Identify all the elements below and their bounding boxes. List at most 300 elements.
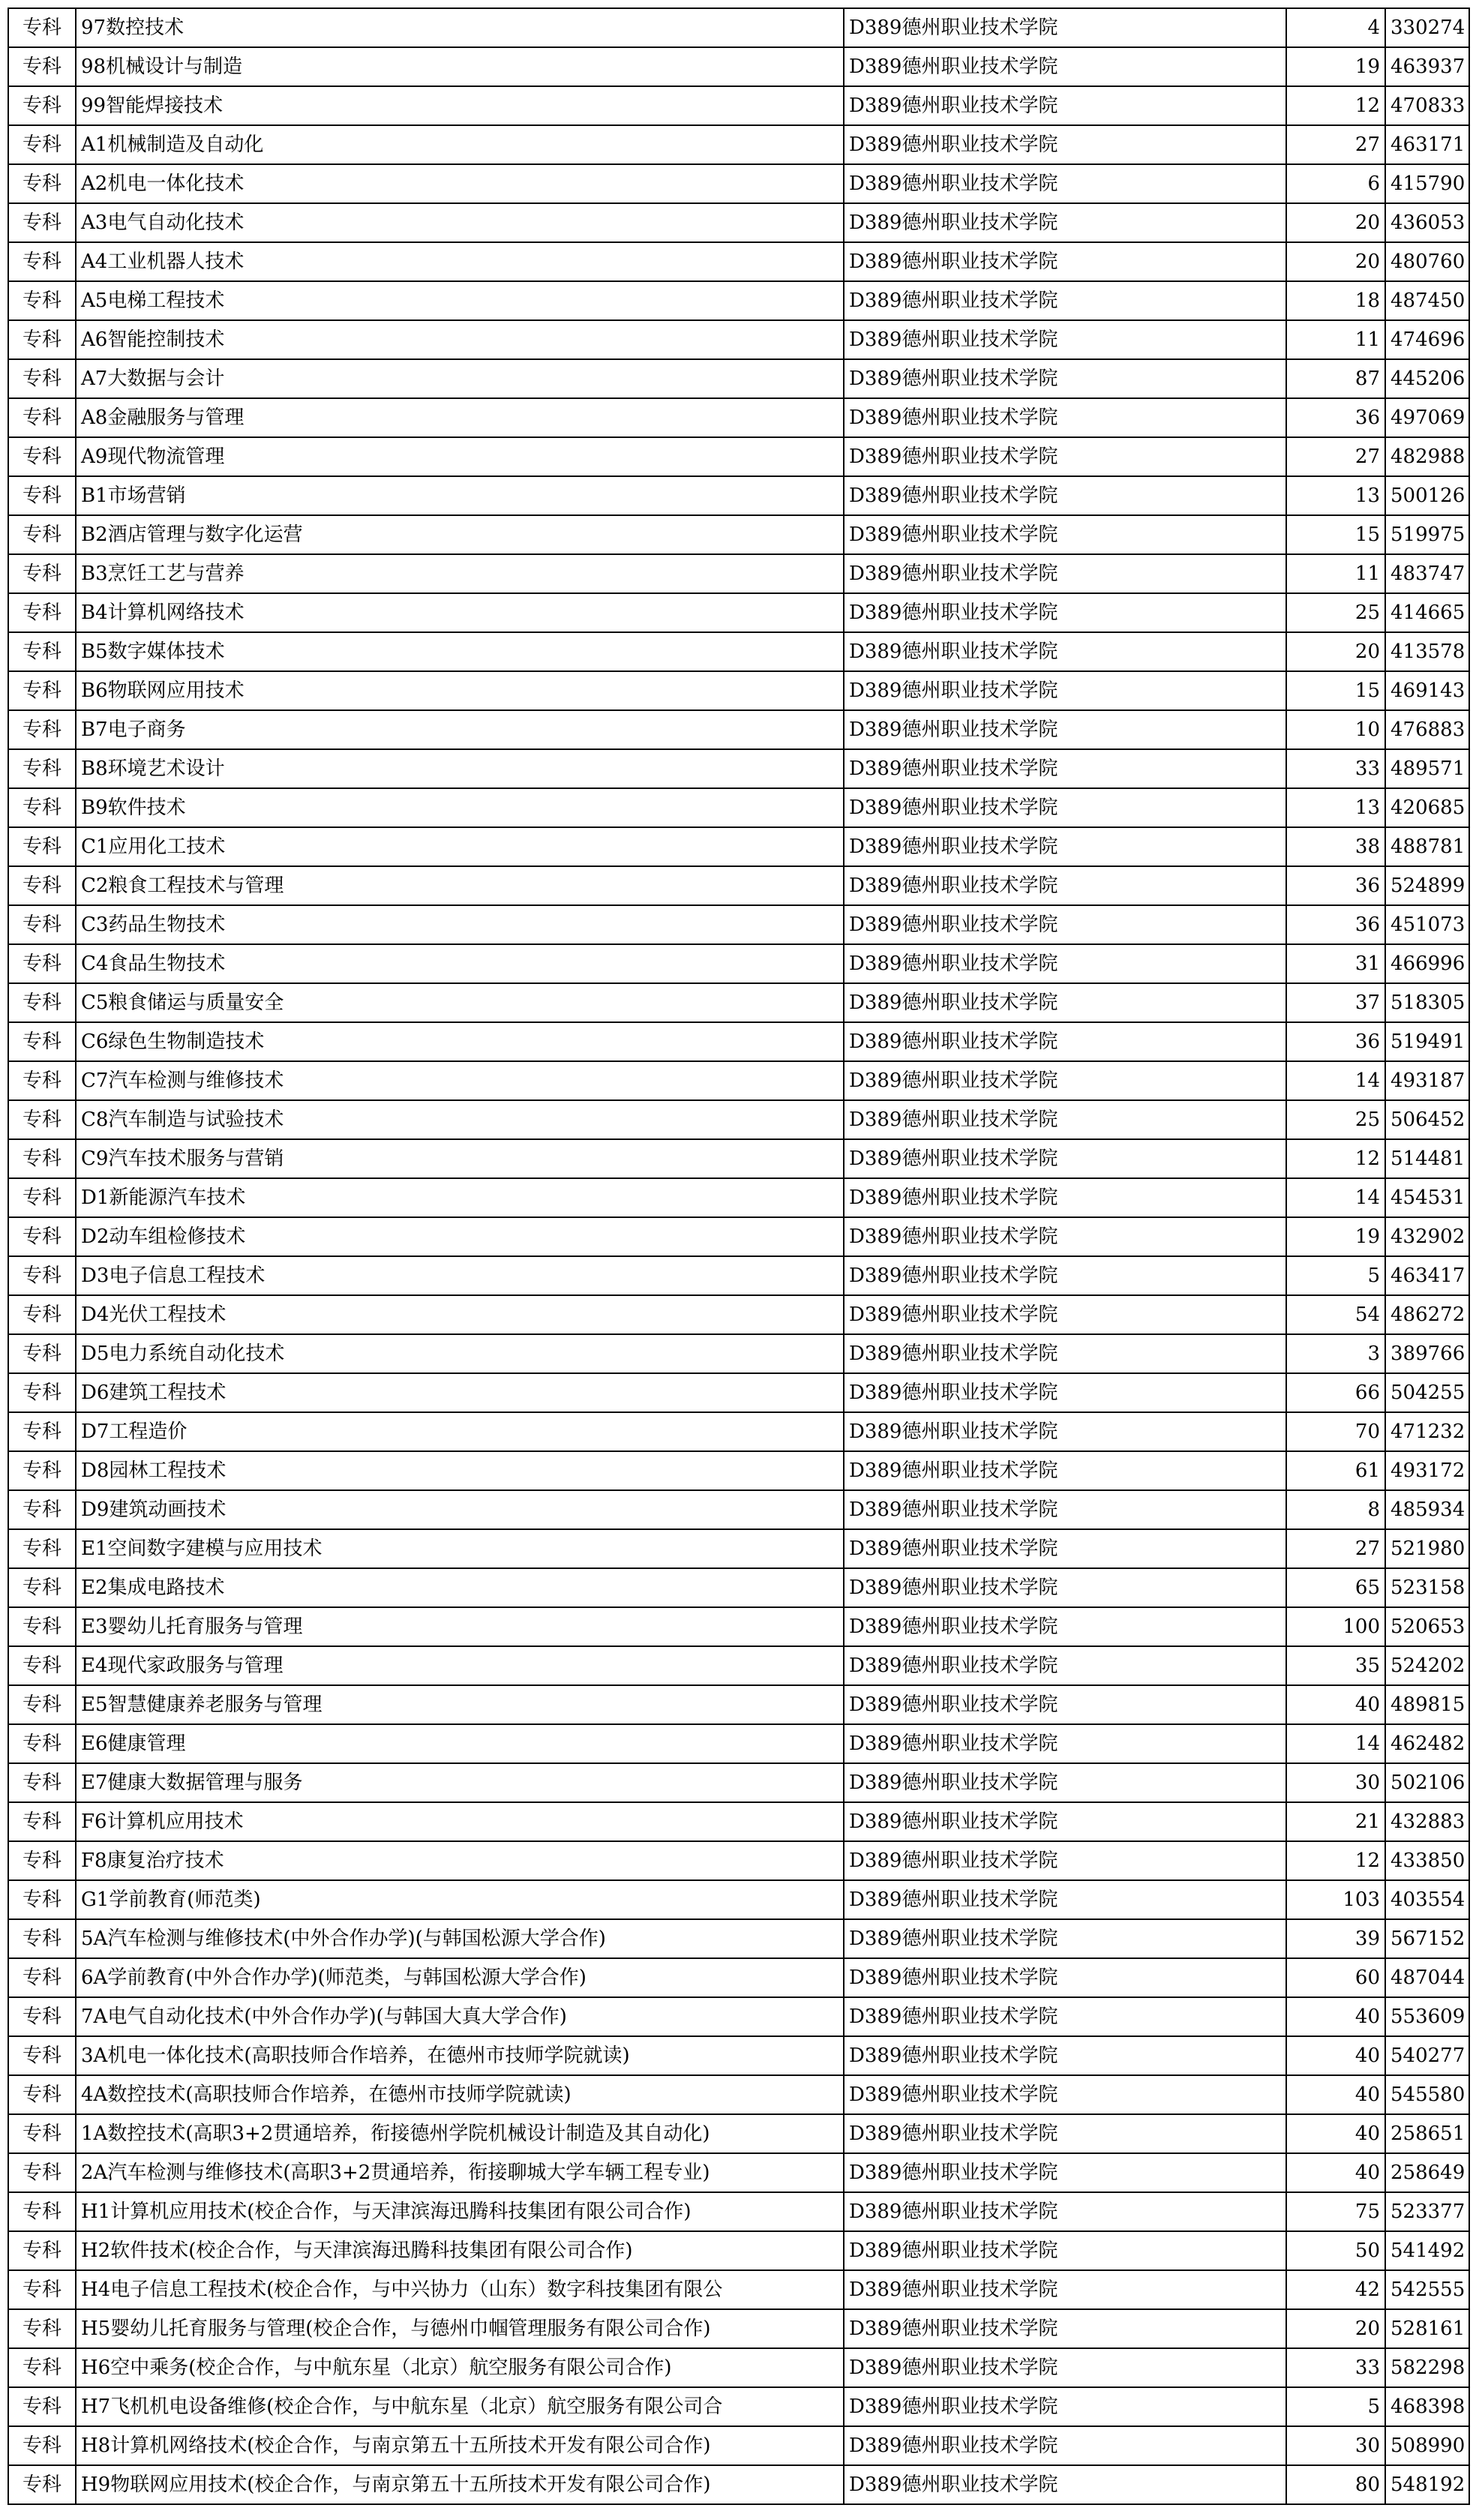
rank-cell: 540277 [1385, 2036, 1469, 2075]
level-cell: 专科 [8, 1880, 76, 1919]
rank-cell: 489815 [1385, 1685, 1469, 1724]
major-cell: C3药品生物技术 [76, 905, 844, 944]
major-cell: A2机电一体化技术 [76, 164, 844, 203]
school-cell: D389德州职业技术学院 [844, 1295, 1286, 1334]
level-cell: 专科 [8, 2270, 76, 2309]
rank-cell: 485934 [1385, 1490, 1469, 1529]
rank-cell: 489571 [1385, 749, 1469, 788]
level-cell: 专科 [8, 398, 76, 437]
major-cell: A7大数据与会计 [76, 359, 844, 398]
level-cell: 专科 [8, 359, 76, 398]
plan-count-cell: 39 [1286, 1919, 1385, 1958]
level-cell: 专科 [8, 320, 76, 359]
plan-count-cell: 14 [1286, 1178, 1385, 1217]
rank-cell: 502106 [1385, 1763, 1469, 1802]
table-row [8, 2309, 1469, 2348]
school-cell: D389德州职业技术学院 [844, 2153, 1286, 2192]
rank-cell: 330274 [1385, 8, 1469, 47]
school-cell: D389德州职业技术学院 [844, 2114, 1286, 2153]
school-cell: D389德州职业技术学院 [844, 2036, 1286, 2075]
plan-count-cell: 40 [1286, 1997, 1385, 2036]
table-row [8, 86, 1469, 125]
school-cell: D389德州职业技术学院 [844, 1919, 1286, 1958]
rank-cell: 471232 [1385, 1412, 1469, 1451]
school-cell: D389德州职业技术学院 [844, 1178, 1286, 1217]
level-cell: 专科 [8, 554, 76, 593]
major-cell: H6空中乘务(校企合作，与中航东星（北京）航空服务有限公司合作) [76, 2348, 844, 2387]
level-cell: 专科 [8, 2348, 76, 2387]
rank-cell: 524202 [1385, 1646, 1469, 1685]
plan-count-cell: 20 [1286, 203, 1385, 242]
school-cell: D389德州职业技术学院 [844, 1139, 1286, 1178]
plan-count-cell: 103 [1286, 1880, 1385, 1919]
plan-count-cell: 40 [1286, 2153, 1385, 2192]
school-cell: D389德州职业技术学院 [844, 1997, 1286, 2036]
rank-cell: 414665 [1385, 593, 1469, 632]
major-cell: 7A电气自动化技术(中外合作办学)(与韩国大真大学合作) [76, 1997, 844, 2036]
table-row [8, 320, 1469, 359]
rank-cell: 433850 [1385, 1841, 1469, 1880]
major-cell: H1计算机应用技术(校企合作，与天津滨海迅腾科技集团有限公司合作) [76, 2192, 844, 2231]
rank-cell: 413578 [1385, 632, 1469, 671]
school-cell: D389德州职业技术学院 [844, 2309, 1286, 2348]
major-cell: D7工程造价 [76, 1412, 844, 1451]
major-cell: C4食品生物技术 [76, 944, 844, 983]
table-row [8, 1607, 1469, 1646]
rank-cell: 523377 [1385, 2192, 1469, 2231]
major-cell: F8康复治疗技术 [76, 1841, 844, 1880]
rank-cell: 524899 [1385, 866, 1469, 905]
table-row [8, 2270, 1469, 2309]
school-cell: D389德州职业技术学院 [844, 1022, 1286, 1061]
table-row [8, 1568, 1469, 1607]
level-cell: 专科 [8, 944, 76, 983]
major-cell: E4现代家政服务与管理 [76, 1646, 844, 1685]
school-cell: D389德州职业技术学院 [844, 944, 1286, 983]
rank-cell: 436053 [1385, 203, 1469, 242]
plan-count-cell: 13 [1286, 476, 1385, 515]
level-cell: 专科 [8, 86, 76, 125]
level-cell: 专科 [8, 905, 76, 944]
level-cell: 专科 [8, 1022, 76, 1061]
major-cell: D6建筑工程技术 [76, 1373, 844, 1412]
table-row [8, 2387, 1469, 2426]
table-row [8, 1529, 1469, 1568]
level-cell: 专科 [8, 125, 76, 164]
school-cell: D389德州职业技术学院 [844, 866, 1286, 905]
plan-count-cell: 87 [1286, 359, 1385, 398]
plan-count-cell: 4 [1286, 8, 1385, 47]
school-cell: D389德州职业技术学院 [844, 2270, 1286, 2309]
plan-count-cell: 21 [1286, 1802, 1385, 1841]
plan-count-cell: 20 [1286, 242, 1385, 281]
major-cell: C9汽车技术服务与营销 [76, 1139, 844, 1178]
table-row [8, 944, 1469, 983]
major-cell: A9现代物流管理 [76, 437, 844, 476]
school-cell: D389德州职业技术学院 [844, 2231, 1286, 2270]
table-row [8, 827, 1469, 866]
school-cell: D389德州职业技术学院 [844, 203, 1286, 242]
rank-cell: 480760 [1385, 242, 1469, 281]
table-row [8, 1685, 1469, 1724]
plan-count-cell: 19 [1286, 47, 1385, 86]
table-row [8, 2153, 1469, 2192]
table-row [8, 1256, 1469, 1295]
major-cell: 97数控技术 [76, 8, 844, 47]
table-row [8, 1646, 1469, 1685]
school-cell: D389德州职业技术学院 [844, 1646, 1286, 1685]
rank-cell: 493187 [1385, 1061, 1469, 1100]
rank-cell: 567152 [1385, 1919, 1469, 1958]
major-cell: E3婴幼儿托育服务与管理 [76, 1607, 844, 1646]
rank-cell: 487450 [1385, 281, 1469, 320]
table-row [8, 710, 1469, 749]
rank-cell: 454531 [1385, 1178, 1469, 1217]
school-cell: D389德州职业技术学院 [844, 983, 1286, 1022]
plan-count-cell: 38 [1286, 827, 1385, 866]
school-cell: D389德州职业技术学院 [844, 710, 1286, 749]
major-cell: E1空间数字建模与应用技术 [76, 1529, 844, 1568]
table-row [8, 515, 1469, 554]
table-row [8, 1451, 1469, 1490]
level-cell: 专科 [8, 2114, 76, 2153]
level-cell: 专科 [8, 242, 76, 281]
table-row [8, 1490, 1469, 1529]
table-body [8, 8, 1469, 2504]
rank-cell: 432902 [1385, 1217, 1469, 1256]
major-cell: 1A数控技术(高职3+2贯通培养，衔接德州学院机械设计制造及其自动化) [76, 2114, 844, 2153]
major-cell: C7汽车检测与维修技术 [76, 1061, 844, 1100]
plan-count-cell: 15 [1286, 515, 1385, 554]
plan-count-cell: 30 [1286, 2426, 1385, 2465]
rank-cell: 462482 [1385, 1724, 1469, 1763]
rank-cell: 548192 [1385, 2465, 1469, 2504]
table-row [8, 2192, 1469, 2231]
rank-cell: 445206 [1385, 359, 1469, 398]
table-row [8, 1412, 1469, 1451]
table-row [8, 2426, 1469, 2465]
plan-count-cell: 25 [1286, 593, 1385, 632]
table-row [8, 164, 1469, 203]
plan-count-cell: 27 [1286, 437, 1385, 476]
table-row [8, 242, 1469, 281]
plan-count-cell: 11 [1286, 554, 1385, 593]
rank-cell: 486272 [1385, 1295, 1469, 1334]
rank-cell: 451073 [1385, 905, 1469, 944]
rank-cell: 258651 [1385, 2114, 1469, 2153]
major-cell: D8园林工程技术 [76, 1451, 844, 1490]
table-row [8, 1802, 1469, 1841]
table-row [8, 1880, 1469, 1919]
plan-count-cell: 5 [1286, 1256, 1385, 1295]
level-cell: 专科 [8, 2387, 76, 2426]
table-row [8, 2231, 1469, 2270]
level-cell: 专科 [8, 983, 76, 1022]
major-cell: 2A汽车检测与维修技术(高职3+2贯通培养，衔接聊城大学车辆工程专业) [76, 2153, 844, 2192]
major-cell: 6A学前教育(中外合作办学)(师范类，与韩国松源大学合作) [76, 1958, 844, 1997]
table-row [8, 866, 1469, 905]
rank-cell: 542555 [1385, 2270, 1469, 2309]
major-cell: A6智能控制技术 [76, 320, 844, 359]
school-cell: D389德州职业技术学院 [844, 1490, 1286, 1529]
rank-cell: 468398 [1385, 2387, 1469, 2426]
major-cell: E7健康大数据管理与服务 [76, 1763, 844, 1802]
plan-count-cell: 27 [1286, 1529, 1385, 1568]
level-cell: 专科 [8, 515, 76, 554]
table-row [8, 2075, 1469, 2114]
plan-count-cell: 37 [1286, 983, 1385, 1022]
major-cell: 99智能焊接技术 [76, 86, 844, 125]
level-cell: 专科 [8, 476, 76, 515]
plan-count-cell: 40 [1286, 2114, 1385, 2153]
plan-count-cell: 40 [1286, 2075, 1385, 2114]
plan-count-cell: 80 [1286, 2465, 1385, 2504]
plan-count-cell: 11 [1286, 320, 1385, 359]
level-cell: 专科 [8, 1217, 76, 1256]
school-cell: D389德州职业技术学院 [844, 515, 1286, 554]
plan-count-cell: 15 [1286, 671, 1385, 710]
school-cell: D389德州职业技术学院 [844, 593, 1286, 632]
school-cell: D389德州职业技术学院 [844, 554, 1286, 593]
major-cell: A8金融服务与管理 [76, 398, 844, 437]
table-row [8, 398, 1469, 437]
rank-cell: 470833 [1385, 86, 1469, 125]
table-row [8, 1724, 1469, 1763]
plan-count-cell: 100 [1286, 1607, 1385, 1646]
school-cell: D389德州职业技术学院 [844, 749, 1286, 788]
school-cell: D389德州职业技术学院 [844, 2348, 1286, 2387]
major-cell: E5智慧健康养老服务与管理 [76, 1685, 844, 1724]
rank-cell: 528161 [1385, 2309, 1469, 2348]
plan-count-cell: 3 [1286, 1334, 1385, 1373]
rank-cell: 403554 [1385, 1880, 1469, 1919]
table-row [8, 1022, 1469, 1061]
rank-cell: 432883 [1385, 1802, 1469, 1841]
plan-count-cell: 19 [1286, 1217, 1385, 1256]
plan-count-cell: 25 [1286, 1100, 1385, 1139]
plan-count-cell: 61 [1286, 1451, 1385, 1490]
school-cell: D389德州职业技术学院 [844, 2075, 1286, 2114]
plan-count-cell: 10 [1286, 710, 1385, 749]
major-cell: A1机械制造及自动化 [76, 125, 844, 164]
school-cell: D389德州职业技术学院 [844, 1061, 1286, 1100]
school-cell: D389德州职业技术学院 [844, 320, 1286, 359]
rank-cell: 463417 [1385, 1256, 1469, 1295]
table-row [8, 8, 1469, 47]
plan-count-cell: 60 [1286, 1958, 1385, 1997]
level-cell: 专科 [8, 2426, 76, 2465]
table-row [8, 1217, 1469, 1256]
plan-count-cell: 75 [1286, 2192, 1385, 2231]
rank-cell: 497069 [1385, 398, 1469, 437]
major-cell: 3A机电一体化技术(高职技师合作培养，在德州市技师学院就读) [76, 2036, 844, 2075]
major-cell: H8计算机网络技术(校企合作，与南京第五十五所技术开发有限公司合作) [76, 2426, 844, 2465]
table-row [8, 554, 1469, 593]
major-cell: A4工业机器人技术 [76, 242, 844, 281]
rank-cell: 420685 [1385, 788, 1469, 827]
major-cell: D4光伏工程技术 [76, 1295, 844, 1334]
table-row [8, 1958, 1469, 1997]
school-cell: D389德州职业技术学院 [844, 671, 1286, 710]
major-cell: B6物联网应用技术 [76, 671, 844, 710]
school-cell: D389德州职业技术学院 [844, 1373, 1286, 1412]
major-cell: H7飞机机电设备维修(校企合作，与中航东星（北京）航空服务有限公司合 [76, 2387, 844, 2426]
table-row [8, 1295, 1469, 1334]
rank-cell: 541492 [1385, 2231, 1469, 2270]
table-row [8, 1061, 1469, 1100]
level-cell: 专科 [8, 1646, 76, 1685]
rank-cell: 553609 [1385, 1997, 1469, 2036]
plan-count-cell: 33 [1286, 749, 1385, 788]
level-cell: 专科 [8, 164, 76, 203]
major-cell: B1市场营销 [76, 476, 844, 515]
rank-cell: 463171 [1385, 125, 1469, 164]
plan-count-cell: 35 [1286, 1646, 1385, 1685]
rank-cell: 523158 [1385, 1568, 1469, 1607]
rank-cell: 389766 [1385, 1334, 1469, 1373]
table-row [8, 1334, 1469, 1373]
plan-count-cell: 33 [1286, 2348, 1385, 2387]
table-row [8, 905, 1469, 944]
level-cell: 专科 [8, 437, 76, 476]
level-cell: 专科 [8, 1997, 76, 2036]
rank-cell: 463937 [1385, 47, 1469, 86]
plan-count-cell: 36 [1286, 866, 1385, 905]
rank-cell: 519975 [1385, 515, 1469, 554]
level-cell: 专科 [8, 47, 76, 86]
level-cell: 专科 [8, 1724, 76, 1763]
table-row [8, 983, 1469, 1022]
plan-count-cell: 8 [1286, 1490, 1385, 1529]
plan-count-cell: 12 [1286, 1139, 1385, 1178]
school-cell: D389德州职业技术学院 [844, 164, 1286, 203]
level-cell: 专科 [8, 1958, 76, 1997]
rank-cell: 258649 [1385, 2153, 1469, 2192]
school-cell: D389德州职业技术学院 [844, 2465, 1286, 2504]
major-cell: C8汽车制造与试验技术 [76, 1100, 844, 1139]
level-cell: 专科 [8, 203, 76, 242]
table-row [8, 47, 1469, 86]
table-row [8, 593, 1469, 632]
school-cell: D389德州职业技术学院 [844, 2387, 1286, 2426]
table-row [8, 1841, 1469, 1880]
plan-count-cell: 66 [1286, 1373, 1385, 1412]
level-cell: 专科 [8, 2192, 76, 2231]
rank-cell: 545580 [1385, 2075, 1469, 2114]
level-cell: 专科 [8, 2075, 76, 2114]
admission-table [8, 8, 1470, 2505]
level-cell: 专科 [8, 1607, 76, 1646]
major-cell: H2软件技术(校企合作，与天津滨海迅腾科技集团有限公司合作) [76, 2231, 844, 2270]
plan-count-cell: 20 [1286, 632, 1385, 671]
table-row [8, 2114, 1469, 2153]
table-row [8, 1100, 1469, 1139]
school-cell: D389德州职业技术学院 [844, 281, 1286, 320]
major-cell: B3烹饪工艺与营养 [76, 554, 844, 593]
table-row [8, 1997, 1469, 2036]
level-cell: 专科 [8, 1490, 76, 1529]
table-row [8, 203, 1469, 242]
rank-cell: 582298 [1385, 2348, 1469, 2387]
plan-count-cell: 31 [1286, 944, 1385, 983]
school-cell: D389德州职业技术学院 [844, 1334, 1286, 1373]
rank-cell: 504255 [1385, 1373, 1469, 1412]
plan-count-cell: 12 [1286, 86, 1385, 125]
major-cell: E2集成电路技术 [76, 1568, 844, 1607]
school-cell: D389德州职业技术学院 [844, 905, 1286, 944]
school-cell: D389德州职业技术学院 [844, 1256, 1286, 1295]
table-row [8, 437, 1469, 476]
major-cell: D1新能源汽车技术 [76, 1178, 844, 1217]
rank-cell: 415790 [1385, 164, 1469, 203]
major-cell: H4电子信息工程技术(校企合作，与中兴协力（山东）数字科技集团有限公 [76, 2270, 844, 2309]
level-cell: 专科 [8, 1451, 76, 1490]
level-cell: 专科 [8, 671, 76, 710]
school-cell: D389德州职业技术学院 [844, 437, 1286, 476]
school-cell: D389德州职业技术学院 [844, 827, 1286, 866]
rank-cell: 476883 [1385, 710, 1469, 749]
major-cell: E6健康管理 [76, 1724, 844, 1763]
plan-count-cell: 30 [1286, 1763, 1385, 1802]
level-cell: 专科 [8, 2231, 76, 2270]
level-cell: 专科 [8, 827, 76, 866]
school-cell: D389德州职业技术学院 [844, 1217, 1286, 1256]
school-cell: D389德州职业技术学院 [844, 125, 1286, 164]
level-cell: 专科 [8, 1412, 76, 1451]
rank-cell: 508990 [1385, 2426, 1469, 2465]
major-cell: A5电梯工程技术 [76, 281, 844, 320]
rank-cell: 466996 [1385, 944, 1469, 983]
level-cell: 专科 [8, 1841, 76, 1880]
level-cell: 专科 [8, 866, 76, 905]
major-cell: B7电子商务 [76, 710, 844, 749]
school-cell: D389德州职业技术学院 [844, 1529, 1286, 1568]
level-cell: 专科 [8, 710, 76, 749]
school-cell: D389德州职业技术学院 [844, 1412, 1286, 1451]
school-cell: D389德州职业技术学院 [844, 2426, 1286, 2465]
rank-cell: 500126 [1385, 476, 1469, 515]
plan-count-cell: 12 [1286, 1841, 1385, 1880]
school-cell: D389德州职业技术学院 [844, 1802, 1286, 1841]
major-cell: D9建筑动画技术 [76, 1490, 844, 1529]
plan-count-cell: 40 [1286, 1685, 1385, 1724]
level-cell: 专科 [8, 1295, 76, 1334]
table-row [8, 1373, 1469, 1412]
plan-count-cell: 50 [1286, 2231, 1385, 2270]
major-cell: G1学前教育(师范类) [76, 1880, 844, 1919]
major-cell: A3电气自动化技术 [76, 203, 844, 242]
major-cell: B2酒店管理与数字化运营 [76, 515, 844, 554]
rank-cell: 514481 [1385, 1139, 1469, 1178]
major-cell: B9软件技术 [76, 788, 844, 827]
level-cell: 专科 [8, 2465, 76, 2504]
major-cell: B5数字媒体技术 [76, 632, 844, 671]
level-cell: 专科 [8, 1919, 76, 1958]
table-row [8, 476, 1469, 515]
level-cell: 专科 [8, 8, 76, 47]
school-cell: D389德州职业技术学院 [844, 1880, 1286, 1919]
school-cell: D389德州职业技术学院 [844, 1451, 1286, 1490]
school-cell: D389德州职业技术学院 [844, 476, 1286, 515]
major-cell: H5婴幼儿托育服务与管理(校企合作，与德州巾帼管理服务有限公司合作) [76, 2309, 844, 2348]
table-row [8, 671, 1469, 710]
plan-count-cell: 40 [1286, 2036, 1385, 2075]
rank-cell: 521980 [1385, 1529, 1469, 1568]
level-cell: 专科 [8, 281, 76, 320]
plan-count-cell: 18 [1286, 281, 1385, 320]
rank-cell: 520653 [1385, 1607, 1469, 1646]
level-cell: 专科 [8, 1568, 76, 1607]
